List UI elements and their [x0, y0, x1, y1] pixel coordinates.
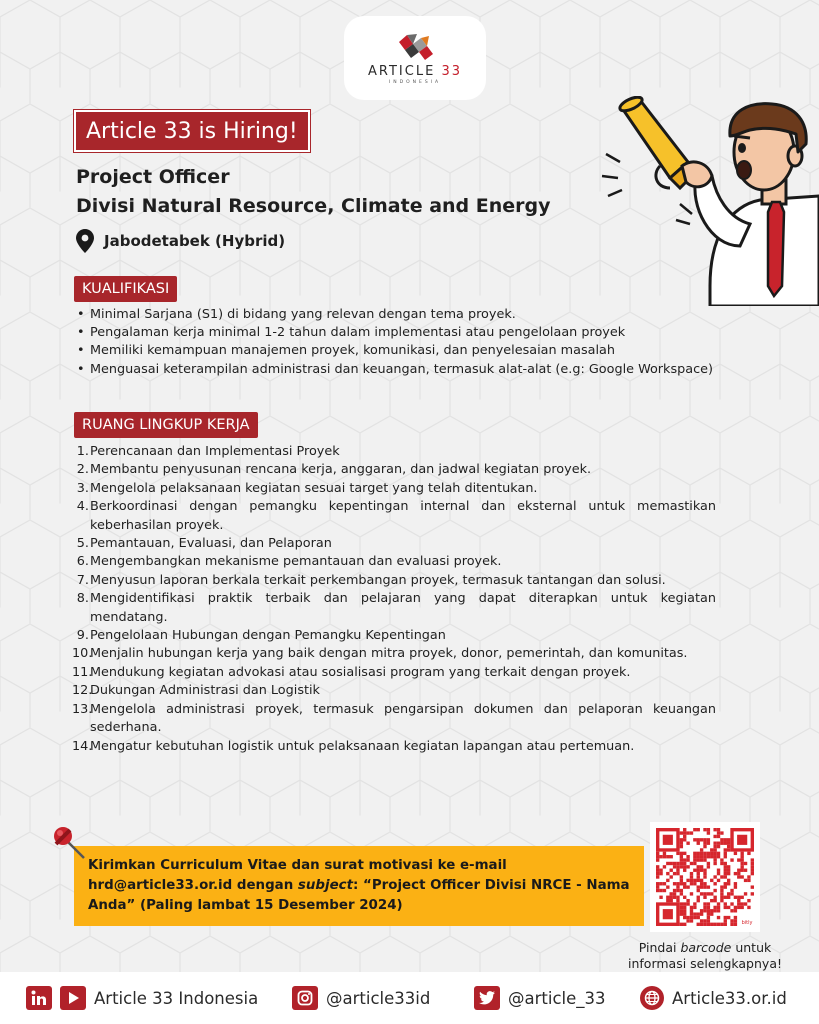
list-item: 7. Menyusun laporan berkala terkait perkembangan proyek, termasuk tantangan dan solusi. [76, 572, 666, 588]
list-item: • Menguasai keterampilan administrasi dan keuangan, termasuk alat-alat (e.g: Google Workspace) [76, 361, 716, 379]
qr-brand-label: bitly [741, 920, 753, 926]
location-text: Jabodetabek (Hybrid) [104, 232, 286, 250]
list-item: 4. Berkoordinasi dengan pemangku kepentingan internal dan eksternal untuk memastikan keberhasilan proyek. [76, 499, 716, 533]
logo [344, 16, 486, 100]
globe-icon [640, 986, 664, 1010]
list-item: • Memiliki kemampuan manajemen proyek, komunikasi, dan penyelesaian masalah [76, 342, 716, 360]
linkedin-icon [26, 986, 52, 1010]
instagram-icon [292, 986, 318, 1010]
logo-wordmark: ARTICLE 33 [368, 63, 462, 79]
qualifications-list [76, 306, 716, 379]
list-item: 5. Pemantauan, Evaluasi, dan Pelaporan [76, 536, 332, 552]
list-item: 10. Menjalin hubungan kerja yang baik dengan mitra proyek, donor, pemerintah, dan komunitas. [72, 646, 688, 662]
list-item: • Pengalaman kerja minimal 1-2 tahun dalam implementasi atau pengelolaan proyek [76, 324, 716, 342]
list-item: • Minimal Sarjana (S1) di bidang yang relevan dengan tema proyek. [76, 306, 716, 324]
footer-instagram[interactable] [292, 986, 430, 1010]
footer-instagram-handle: @article33id [326, 988, 431, 1008]
scope-list [72, 443, 716, 756]
job-location [76, 229, 285, 253]
megaphone-man-illustration [600, 96, 819, 306]
logo-subtitle: INDONESIA [388, 79, 442, 85]
youtube-icon [60, 986, 86, 1010]
qr-caption: Pindai barcode untuk informasi selengkapnya! [628, 940, 782, 971]
twitter-icon [474, 986, 500, 1010]
footer [0, 972, 819, 1024]
list-item: 6. Mengembangkan mekanisme pemantauan dan evaluasi proyek. [76, 554, 502, 570]
footer-company-name: Article 33 Indonesia [94, 988, 259, 1008]
job-position: Project Officer [76, 166, 230, 188]
pushpin-icon [48, 822, 88, 862]
list-item: 3. Mengelola pelaksanaan kegiatan sesuai target yang telah ditentukan. [76, 480, 538, 496]
list-item: 14. Mengatur kebutuhan logistik untuk pelaksanaan kegiatan lapangan atau pertemuan. [72, 738, 635, 754]
list-item: 9. Pengelolaan Hubungan dengan Pemangku Kepentingan [76, 628, 446, 644]
footer-twitter[interactable] [474, 986, 606, 1010]
footer-twitter-handle: @article_33 [508, 988, 606, 1008]
qr-code[interactable] [650, 822, 760, 932]
list-item: 13. Mengelola administrasi proyek, termasuk pengarsipan dokumen dan pelaporan keuangan sederhana. [72, 701, 716, 736]
scope-label: RUANG LINGKUP KERJA [74, 412, 258, 438]
list-item: 1. Perencanaan dan Implementasi Proyek [76, 444, 340, 459]
hiring-heading: Article 33 is Hiring! [74, 110, 310, 152]
list-item: 8. Mengidentifikasi praktik terbaik dan pelajaran yang dapat diterapkan untuk kegiatan mendatang. [76, 591, 716, 625]
footer-website[interactable] [640, 986, 787, 1010]
list-item: 2. Membantu penyusunan rencana kerja, anggaran, dan jadwal kegiatan proyek. [76, 462, 592, 478]
logo-mark-icon [393, 32, 437, 62]
footer-website-url: Article33.or.id [672, 988, 787, 1008]
job-division: Divisi Natural Resource, Climate and Energy [76, 195, 551, 217]
qr-code-image [656, 828, 754, 926]
footer-linkedin-youtube[interactable] [26, 986, 258, 1010]
job-title [76, 163, 551, 221]
qualifications-label: KUALIFIKASI [74, 276, 177, 302]
location-pin-icon [76, 229, 94, 253]
list-item: 11. Mendukung kegiatan advokasi atau sosialisasi program yang terkait dengan proyek. [72, 664, 631, 680]
subject-word: subject [297, 878, 354, 893]
application-instructions: Kirimkan Curriculum Vitae dan surat motivasi ke e-mail hrd@article33.or.id dengan subject: “Project Officer Divisi NRCE - Nama Anda” (Paling lambat 15 Desember 2024) [74, 846, 644, 926]
list-item: 12. Dukungan Administrasi dan Logistik [72, 683, 320, 699]
